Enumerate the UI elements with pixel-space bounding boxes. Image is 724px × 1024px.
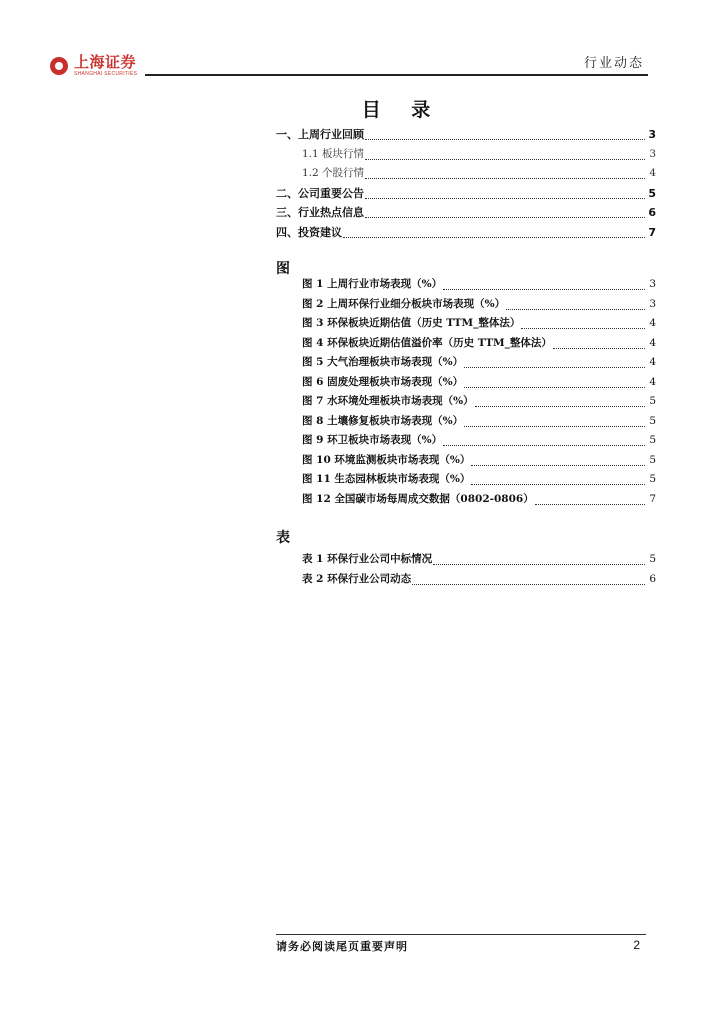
table-entry[interactable] [276, 551, 656, 571]
footer-divider [276, 934, 646, 935]
figure-entry[interactable] [276, 335, 656, 355]
figure-entry-page: 5 [649, 434, 656, 446]
dot-leader [365, 217, 645, 218]
figure-entry-page: 4 [649, 336, 656, 349]
figure-entry[interactable] [276, 276, 656, 296]
figure-entry-label: 图 3 环保板块近期估值（历史 TTM_整体法） [302, 317, 521, 329]
figure-entry-label: 图 12 全国碳市场每周成交数据（0802-0806） [302, 492, 534, 505]
figure-entry-label: 图 8 土壤修复板块市场表现（%） [302, 414, 464, 427]
table-list [276, 551, 656, 590]
company-logo [50, 55, 137, 77]
figure-entry-label: 图 2 上周环保行业细分板块市场表现（%） [302, 297, 506, 310]
toc-entry-label: 四、投资建议 [276, 225, 342, 239]
figure-entry-label: 图 10 环境监测板块市场表现（%） [302, 453, 471, 466]
toc-entry[interactable] [276, 204, 656, 224]
figure-entry-page: 3 [649, 278, 656, 290]
figure-entry-page: 4 [649, 317, 656, 329]
figure-entry-label: 图 9 环卫板块市场表现（%） [302, 434, 443, 446]
figure-entry-page: 7 [649, 492, 656, 505]
tables-heading: 表 [276, 530, 290, 546]
toc-entry-label: 1.1 板块行情 [302, 147, 365, 160]
toc-list [276, 126, 656, 243]
figure-entry-label: 图 4 环保板块近期估值溢价率（历史 TTM_整体法） [302, 336, 552, 349]
figure-list [276, 276, 656, 510]
logo-name-en: SHANGHAI SECURITIES [74, 71, 138, 77]
figure-entry[interactable] [276, 432, 656, 452]
dot-leader [464, 367, 645, 368]
figure-entry-page: 5 [649, 453, 656, 466]
dot-leader [412, 584, 645, 585]
header-divider [145, 74, 648, 76]
toc-entry-label: 一、上周行业回顾 [276, 128, 364, 141]
figure-entry-page: 3 [649, 297, 656, 310]
figure-entry-label: 图 7 水环境处理板块市场表现（%） [302, 395, 474, 407]
table-entry-label: 表 1 环保行业公司中标情况 [302, 553, 433, 565]
figures-heading: 图 [276, 261, 290, 277]
figure-entry[interactable] [276, 393, 656, 413]
toc-entry-page: 3 [649, 147, 656, 160]
figure-entry[interactable] [276, 413, 656, 433]
figure-entry[interactable] [276, 491, 656, 511]
figure-entry[interactable] [276, 374, 656, 394]
toc-entry[interactable] [276, 165, 656, 185]
dot-leader [506, 309, 645, 310]
toc-entry[interactable] [276, 126, 656, 146]
toc-entry[interactable] [276, 146, 656, 166]
table-entry-label: 表 2 环保行业公司动态 [302, 572, 412, 585]
dot-leader [464, 387, 645, 388]
page-number: 2 [633, 938, 640, 952]
report-type-tag: 行业动态 [583, 56, 644, 71]
toc-title: 目 录 [361, 99, 443, 121]
dot-leader [433, 564, 645, 565]
dot-leader [553, 348, 645, 349]
footer-disclaimer: 请务必阅读尾页重要声明 [276, 940, 408, 953]
figure-entry-page: 4 [649, 375, 656, 388]
figure-entry-label: 图 6 固废处理板块市场表现（%） [302, 375, 464, 388]
dot-leader [535, 504, 645, 505]
dot-leader [471, 465, 645, 466]
dot-leader [464, 426, 645, 427]
figure-entry[interactable] [276, 471, 656, 491]
toc-entry-label: 三、行业热点信息 [276, 206, 364, 219]
dot-leader [365, 198, 645, 199]
figure-entry-page: 5 [649, 395, 656, 407]
toc-entry-page: 3 [648, 128, 656, 141]
figure-entry-page: 5 [649, 473, 656, 485]
dot-leader [475, 406, 645, 407]
toc-entry-page: 6 [648, 206, 656, 219]
figure-entry-label: 图 1 上周行业市场表现（%） [302, 278, 443, 290]
table-entry[interactable] [276, 571, 656, 591]
toc-entry-page: 7 [648, 225, 656, 239]
dot-leader [443, 445, 645, 446]
figure-entry[interactable] [276, 452, 656, 472]
logo-name-cn: 上海证券 [74, 53, 137, 71]
dot-leader [365, 178, 645, 179]
logo-emblem-icon [50, 57, 68, 75]
figure-entry[interactable] [276, 315, 656, 335]
figure-entry-page: 5 [649, 414, 656, 427]
toc-entry-label: 1.2 个股行情 [302, 167, 365, 179]
dot-leader [471, 484, 645, 485]
figure-entry[interactable] [276, 296, 656, 316]
toc-entry-label: 二、公司重要公告 [276, 186, 364, 200]
dot-leader [521, 328, 645, 329]
dot-leader [365, 139, 645, 140]
figure-entry-label: 图 11 生态园林板块市场表现（%） [302, 473, 471, 485]
figure-entry-label: 图 5 大气治理板块市场表现（%） [302, 356, 464, 368]
table-entry-page: 6 [649, 572, 656, 585]
dot-leader [365, 159, 645, 160]
figure-entry-page: 4 [649, 356, 656, 368]
toc-entry[interactable] [276, 224, 656, 244]
dot-leader [343, 237, 645, 238]
toc-entry-page: 5 [648, 186, 656, 200]
logo-text [74, 55, 137, 77]
figure-entry[interactable] [276, 354, 656, 374]
toc-entry-page: 4 [649, 167, 656, 179]
toc-entry[interactable] [276, 185, 656, 205]
table-entry-page: 5 [649, 553, 656, 565]
dot-leader [443, 289, 645, 290]
